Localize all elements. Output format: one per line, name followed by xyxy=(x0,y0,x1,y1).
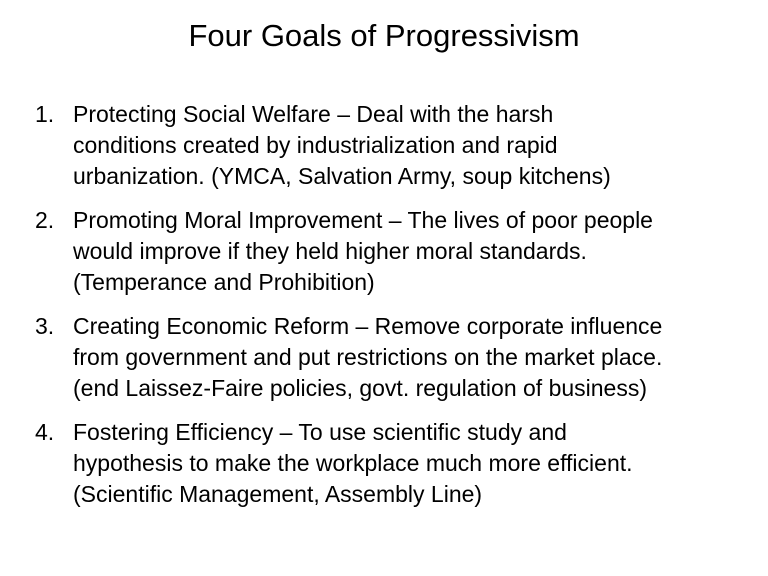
goal-number: 1. xyxy=(35,101,55,127)
goal-text xyxy=(73,417,768,510)
goal-item xyxy=(0,99,768,192)
goal-text xyxy=(73,99,768,192)
slide-title: Four Goals of Progressivism xyxy=(188,18,580,53)
goal-item xyxy=(0,417,768,510)
goal-line: Fostering Efficiency – To use scientific study and xyxy=(73,419,567,445)
goal-item xyxy=(0,311,768,404)
goal-line: Promoting Moral Improvement – The lives of poor people xyxy=(73,207,653,233)
goal-line: Protecting Social Welfare – Deal with the harsh xyxy=(73,101,554,127)
goal-line: (Scientific Management, Assembly Line) xyxy=(73,481,483,507)
goal-number: 2. xyxy=(35,207,55,233)
goal-line: would improve if they held higher moral standards. xyxy=(73,238,587,264)
goal-line: (Temperance and Prohibition) xyxy=(73,269,375,295)
goal-line: from government and put restrictions on the market place. xyxy=(73,344,663,370)
goal-text xyxy=(73,205,768,298)
goal-line: hypothesis to make the workplace much more efficient. xyxy=(73,450,633,476)
goal-item xyxy=(0,205,768,298)
goal-list xyxy=(0,99,768,523)
goal-number: 4. xyxy=(35,419,55,445)
goal-line: Creating Economic Reform – Remove corporate influence xyxy=(73,313,663,339)
goal-text xyxy=(73,311,768,404)
goal-line: conditions created by industrialization and rapid xyxy=(73,132,558,158)
goal-number: 3. xyxy=(35,313,55,339)
goal-line: (end Laissez-Faire policies, govt. regulation of business) xyxy=(73,375,648,401)
goal-line: urbanization. (YMCA, Salvation Army, soup kitchens) xyxy=(73,163,611,189)
